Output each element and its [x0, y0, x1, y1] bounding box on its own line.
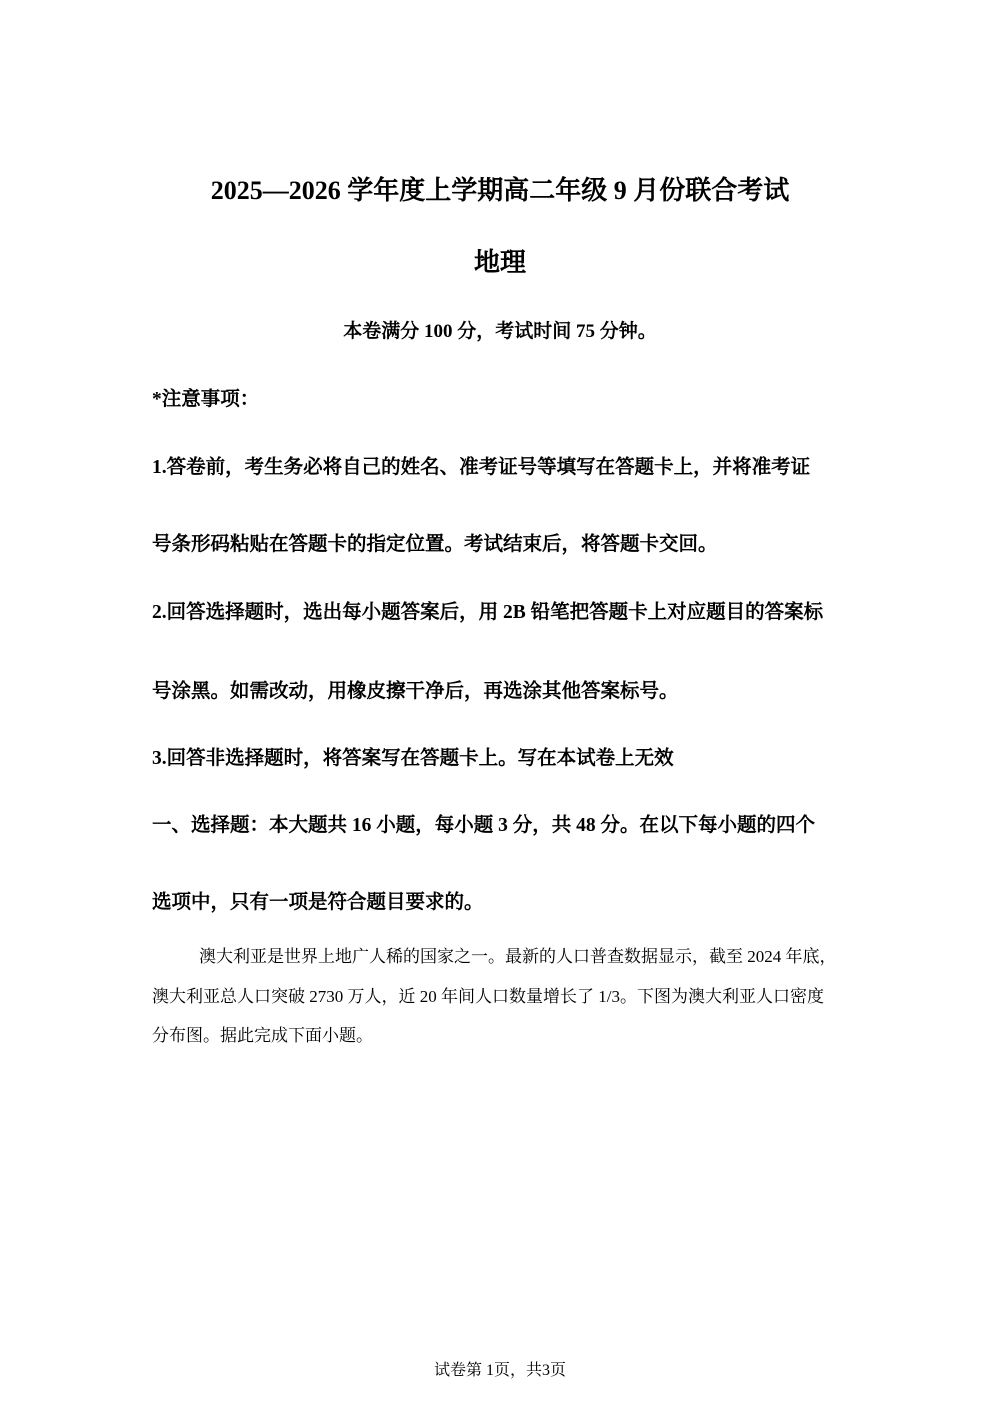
subject-title: 地理 — [473, 248, 526, 277]
page-footer: 试卷第 1页，共3页 — [433, 1362, 566, 1379]
note-3: 3.回答非选择题时，将答案写在答题卡上。写在本试卷上无效 — [152, 748, 674, 769]
passage-line-2: 澳大利亚总人口突破 2730 万人，近 20 年间人口数量增长了 1/3。下图为澳大利亚人口密度 — [152, 987, 824, 1006]
passage-line-1: 澳大利亚是世界上地广人稀的国家之一。最新的人口普查数据显示，截至 2024 年底， — [199, 947, 837, 966]
note-1-line-2: 号条形码粘贴在答题卡的指定位置。考试结束后，将答题卡交回。 — [152, 534, 718, 555]
exam-title: 2025—2026 学年度上学期高二年级 9 月份联合考试 — [210, 176, 790, 205]
exam-info: 本卷满分 100 分，考试时间 75 分钟。 — [343, 321, 657, 342]
section-1-heading-line-2: 选项中，只有一项是符合题目要求的。 — [152, 892, 484, 913]
note-2-line-1: 2.回答选择题时，选出每小题答案后，用 2B 铅笔把答题卡上对应题目的答案标 — [152, 602, 824, 623]
note-1-line-1: 1.答卷前，考生务必将自己的姓名、准考证号等填写在答题卡上，并将准考证 — [152, 457, 811, 478]
notes-heading: *注意事项： — [152, 389, 260, 410]
note-2-line-2: 号涂黑。如需改动，用橡皮擦干净后，再选涂其他答案标号。 — [152, 681, 679, 702]
section-1-heading-line-1: 一、选择题：本大题共 16 小题，每小题 3 分，共 48 分。在以下每小题的四个 — [152, 815, 816, 836]
passage-line-3: 分布图。据此完成下面小题。 — [152, 1026, 373, 1045]
